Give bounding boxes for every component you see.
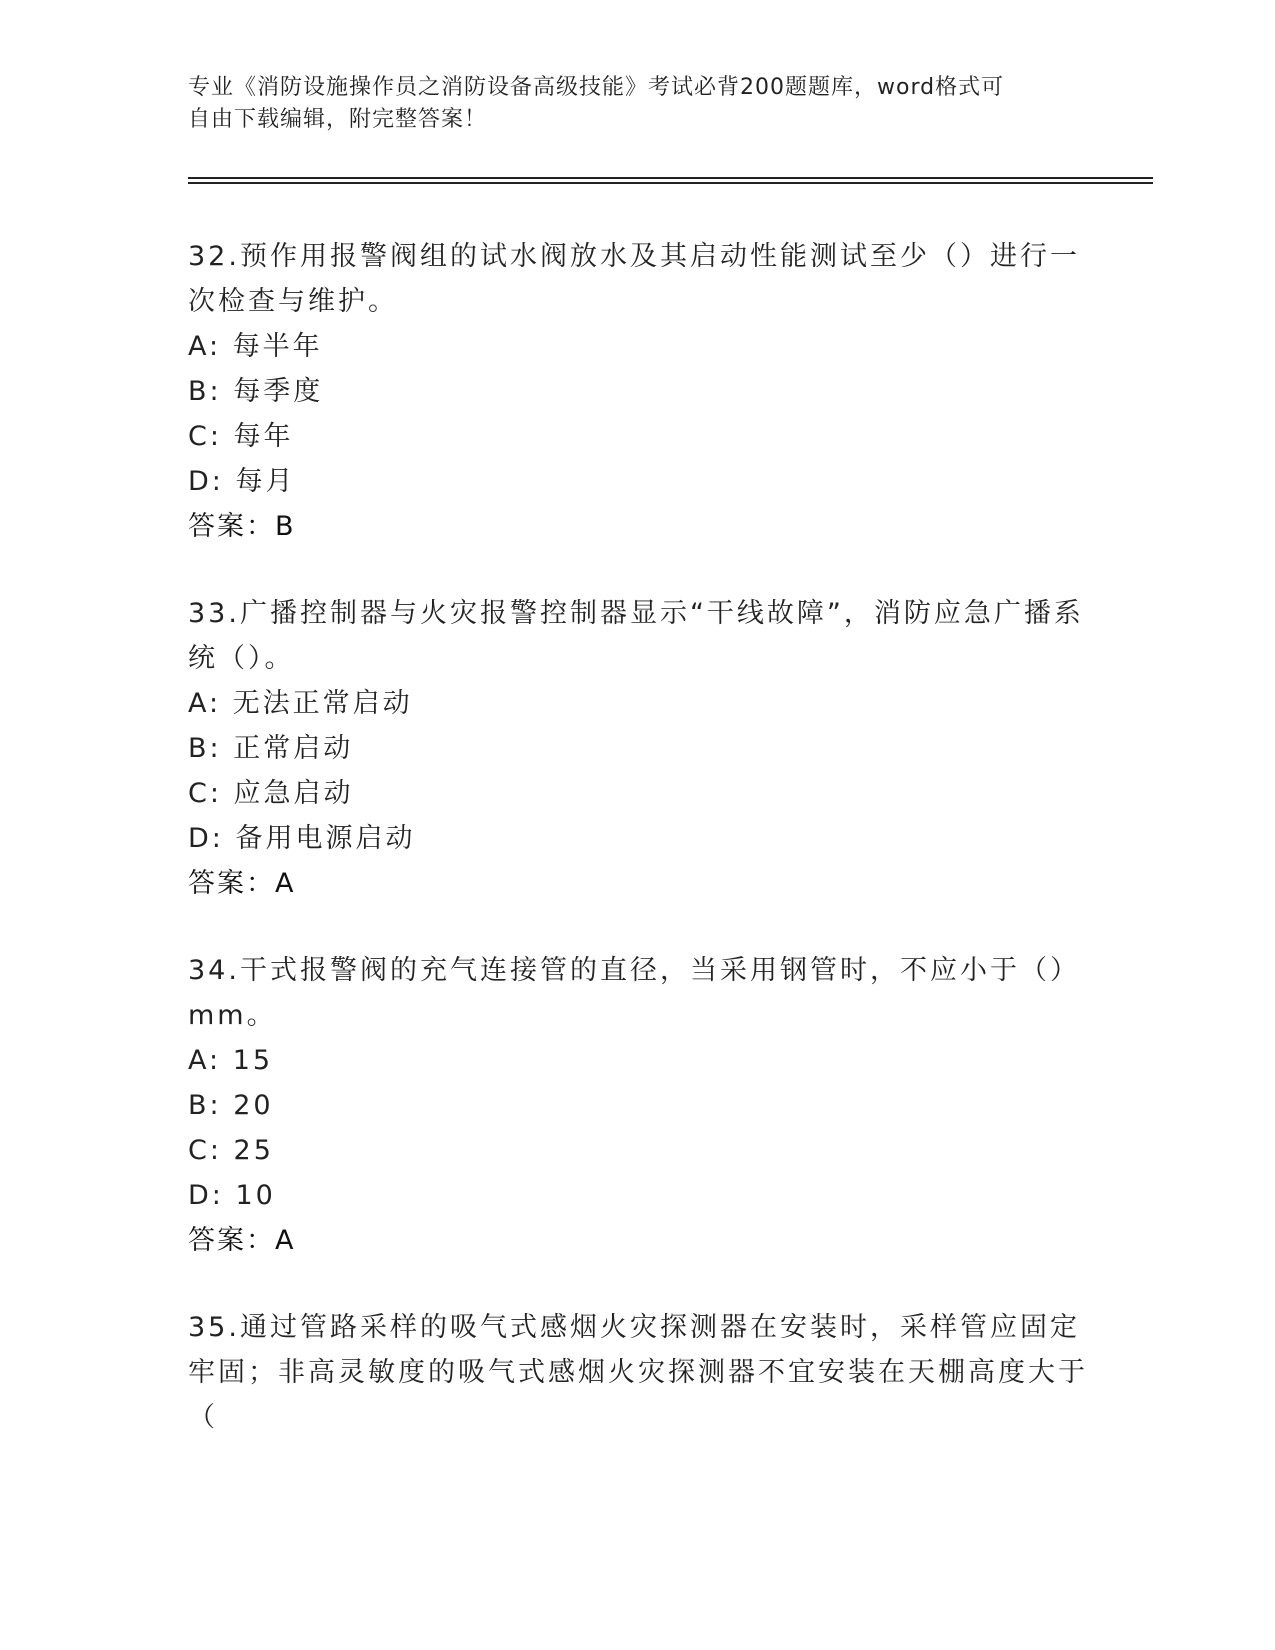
option-text: 每半年 (232, 331, 323, 362)
option-text: 备用电源启动 (235, 823, 416, 854)
option-label: D: (188, 466, 224, 497)
option-label: A: (188, 1045, 222, 1076)
option-label: C: (188, 778, 222, 809)
question-35 (188, 1305, 1088, 1440)
answer: 答案：A (188, 868, 296, 899)
question-33 (188, 591, 1088, 907)
question-34 (188, 948, 1088, 1264)
question-32 (188, 234, 1088, 550)
option-text: 每年 (233, 421, 294, 452)
header-divider-top (188, 177, 1153, 179)
option-a (188, 681, 1088, 726)
option-text: 每季度 (233, 376, 324, 407)
question-list (188, 234, 1088, 1481)
option-a (188, 324, 1088, 369)
option-b (188, 1083, 1088, 1128)
option-text: 应急启动 (233, 778, 354, 809)
option-text: 每月 (235, 466, 296, 497)
option-c (188, 414, 1088, 459)
document-header (188, 72, 1068, 136)
option-label: A: (188, 331, 222, 362)
question-stem: 33.广播控制器与火灾报警控制器显示“干线故障”，消防应急广播系统（）。 (188, 598, 1084, 674)
option-text: 无法正常启动 (232, 688, 413, 719)
option-c (188, 1128, 1088, 1173)
option-text: 正常启动 (233, 733, 354, 764)
option-text: 20 (233, 1090, 274, 1121)
header-line-2: 自由下载编辑，附完整答案！ (188, 107, 488, 132)
option-c (188, 771, 1088, 816)
question-stem: 34.干式报警阀的充气连接管的直径，当采用钢管时，不应小于（）mm。 (188, 955, 1080, 1031)
option-label: D: (188, 1180, 224, 1211)
option-b (188, 726, 1088, 771)
option-d (188, 816, 1088, 861)
question-stem: 32.预作用报警阀组的试水阀放水及其启动性能测试至少（）进行一次检查与维护。 (188, 241, 1080, 317)
option-label: A: (188, 688, 222, 719)
option-label: C: (188, 1135, 222, 1166)
answer: 答案：B (188, 511, 296, 542)
question-stem: 35.通过管路采样的吸气式感烟火灾探测器在安装时，采样管应固定牢固；非高灵敏度的吸气式感烟火灾探测器不宜安装在天棚高度大于（ (188, 1312, 1088, 1433)
header-line-1: 专业《消防设施操作员之消防设备高级技能》考试必背200题题库，word格式可 (188, 75, 1005, 100)
option-label: B: (188, 1090, 222, 1121)
option-label: B: (188, 376, 222, 407)
option-label: D: (188, 823, 224, 854)
option-text: 15 (232, 1045, 274, 1076)
option-b (188, 369, 1088, 414)
option-text: 10 (235, 1180, 276, 1211)
option-label: B: (188, 733, 222, 764)
header-divider-bottom (188, 182, 1153, 184)
option-label: C: (188, 421, 222, 452)
option-d (188, 459, 1088, 504)
option-text: 25 (233, 1135, 274, 1166)
option-a (188, 1038, 1088, 1083)
option-d (188, 1173, 1088, 1218)
answer: 答案：A (188, 1225, 296, 1256)
